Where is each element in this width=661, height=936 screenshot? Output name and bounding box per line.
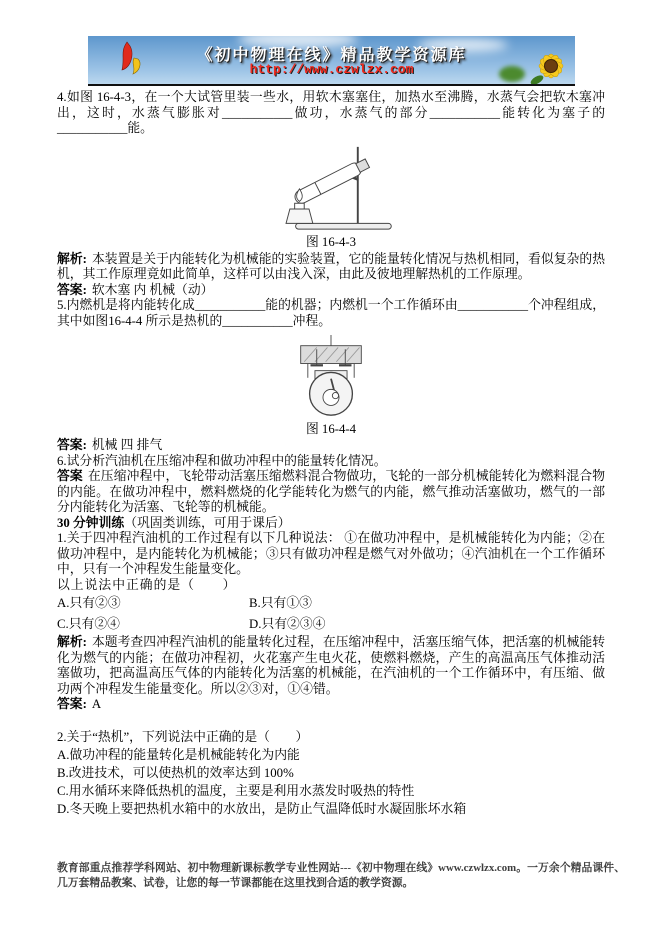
training-30min-heading (57, 516, 605, 532)
answer-label: 答案: (57, 438, 87, 452)
answer-5 (57, 438, 605, 454)
blank-line (57, 713, 605, 728)
test-tube-experiment-figure (256, 143, 406, 231)
training-question-2: 2.关于“热机”，下列说法中正确的是（ ） (57, 729, 309, 744)
analysis-4 (57, 252, 605, 283)
answer-6-text: 在压缩冲程中，飞轮带动活塞压缩燃料混合物做功，飞轮的一部分机械能转化为燃料混合物的内能。在做功冲程中，燃料燃烧的化学能转化为燃气的内能，燃气推动活塞做功，燃气的一部分内能转化为活塞、飞轮等的机械能。 (57, 469, 606, 514)
training-30min-label: 30 分钟训练 (57, 515, 125, 530)
training-question-1-prompt: 以上说法中正确的是（ ） (57, 577, 237, 592)
engine-cylinder-figure (281, 335, 381, 417)
answer-label: 答案: (57, 697, 87, 711)
answer-4 (57, 283, 605, 299)
analysis-label: 解析: (57, 635, 87, 649)
option-a: A.只有②③ (57, 596, 121, 610)
answer-6 (57, 469, 605, 516)
question-2-option-d: D.冬天晚上要把热机水箱中的水放出，是防止气温降低时水凝固胀坏水箱 (57, 801, 467, 816)
training-question-2-block (57, 728, 605, 818)
analysis-1-text: 本题考查四冲程汽油机的能量转化过程，在压缩冲程中，活塞压缩气体，把活塞的机械能转化为燃气的内能；在做功冲程初，火花塞产生电火花，使燃料燃烧，产生的高温高压气体推动活塞做功，把高温高压气体的内能转化为活塞的机械能，在汽油机的一个工作循环中，有压缩、做功两个冲程发生能量变化。所以②③对，①④错。 (57, 635, 606, 696)
answer-4-text: 软木塞 内 机械（动） (91, 282, 214, 297)
training-30min-note: （巩固类训练，可用于课后） (124, 515, 291, 530)
answer-1 (57, 697, 605, 713)
banner-url: http://www.czwlzx.com (249, 62, 414, 77)
figure-16-4-3-caption: 图 16-4-3 (305, 235, 357, 249)
question-4: 4.如图 16-4-3，在一个大试管里装一些水，用软木塞塞住，加热水至沸腾，水蒸气会把软木塞冲出，这时，水蒸气膨胀对___________做功，水蒸气的部分___________能转化为塞子的___________能。 (57, 90, 605, 135)
sunflower-icon (523, 44, 573, 84)
option-b: B.只有①③ (249, 596, 312, 610)
question-1-options (57, 593, 605, 635)
answer-label: 答案 (57, 469, 83, 483)
question-2-option-c: C.用水循环来降低热机的温度，主要是利用水蒸发时吸热的特性 (57, 783, 415, 798)
answer-1-text: A (91, 697, 102, 711)
answer-5-text: 机械 四 排气 (91, 438, 163, 452)
question-2-option-b: B.改进技术，可以使热机的效率达到 100% (57, 765, 294, 780)
option-d: D.只有②③④ (249, 617, 326, 631)
answer-label: 答案: (57, 282, 87, 297)
figure-16-4-3 (57, 143, 605, 236)
option-c: C.只有②④ (57, 617, 120, 631)
foliage-decoration (499, 66, 525, 82)
question-6: 6.试分析汽油机在压缩冲程和做功冲程中的能量转化情况。 (57, 453, 387, 468)
document-content (57, 90, 605, 818)
training-question-1: 1.关于四冲程汽油机的工作过程有以下几种说法： ①在做功冲程中，是机械能转化为内能；②在做功冲程中，是内能转化为机械能；③只有做功冲程是燃气对外做功；④汽油机在一个工作循环中，只有一个冲程发生能量变化。 (57, 531, 605, 576)
question-5: 5.内燃机是将内能转化成___________能的机器；内燃机一个工作循环由___________个冲程组成，其中如图16-4-4 所示是热机的___________冲程。 (57, 298, 605, 328)
figure-16-4-4 (57, 335, 605, 422)
analysis-1 (57, 635, 605, 697)
analysis-4-text: 本装置是关于内能转化为机械能的实验装置，它的能量转化情况与热机相同，看似复杂的热机，其工作原理竟如此简单，这样可以由浅入深，由此及彼地理解热机的工作原理。 (57, 251, 606, 281)
analysis-label: 解析: (57, 251, 87, 266)
site-banner (88, 36, 575, 86)
figure-16-4-4-caption: 图 16-4-4 (305, 421, 357, 436)
banner-title: 《初中物理在线》精品教学资源库 (196, 47, 467, 64)
question-2-option-a: A.做功冲程的能量转化是机械能转化为内能 (57, 747, 300, 762)
site-footer: 教育部重点推荐学科网站、初中物理新课标教学专业性网站---《初中物理在线》www.czwlzx.com。一万余个精品课件、几万套精品教案、试卷，让您的每一节课都能在这里找到合适的教学资源。 (57, 862, 625, 889)
